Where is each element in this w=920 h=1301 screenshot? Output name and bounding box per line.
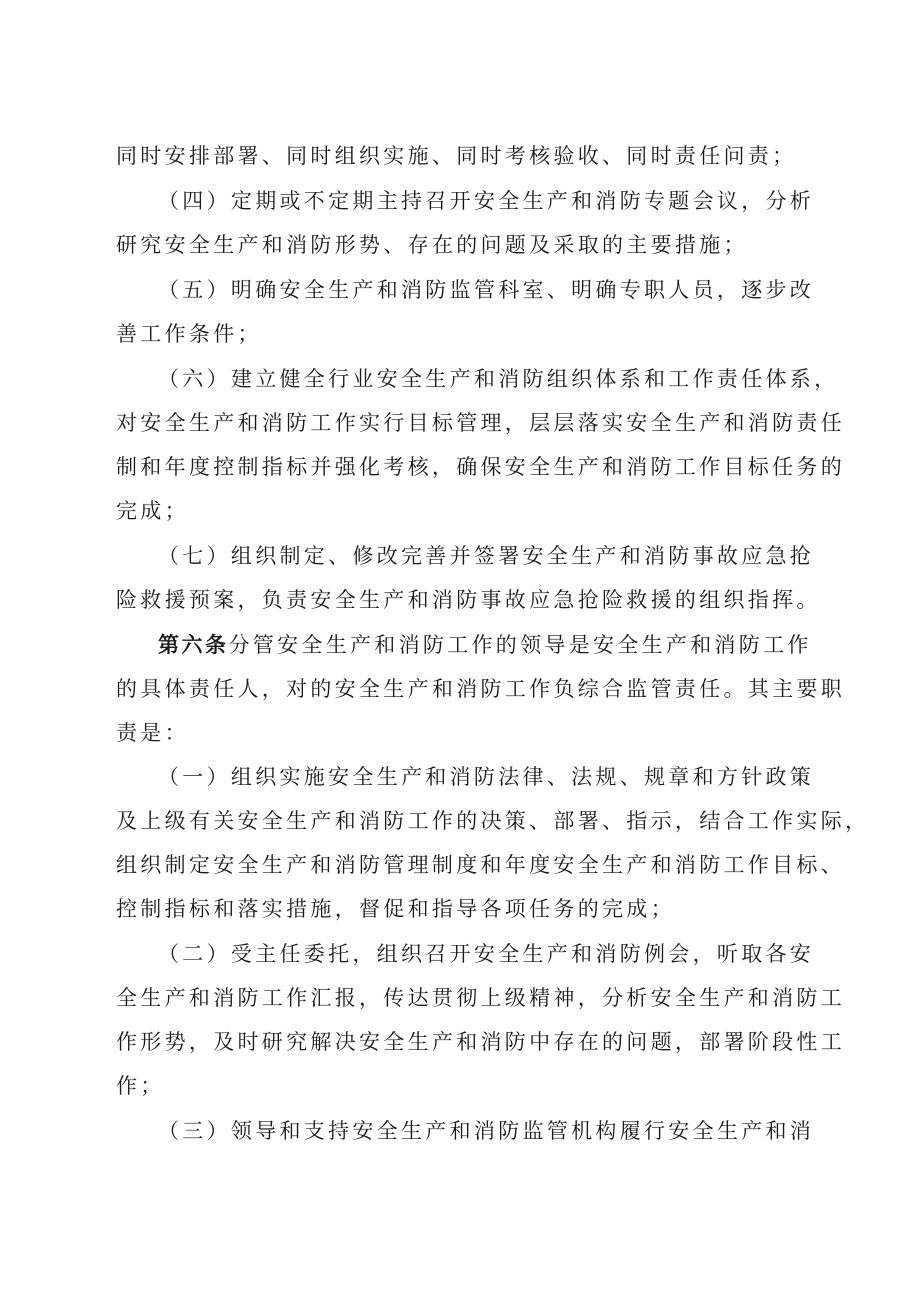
article-6-line-2: 的具体责任人，对的安全生产和消防工作负综合监管责任。其主要职	[116, 677, 845, 701]
item-6-line-4: 完成；	[116, 499, 189, 523]
article-6-heading: 第六条	[158, 632, 229, 657]
paragraph-continuation-line: 同时安排部署、同时组织实施、同时考核验收、同时责任问责；	[116, 144, 797, 168]
article-6-item-1-line-3: 组织制定安全生产和消防管理制度和年度安全生产和消防工作目标、	[116, 853, 845, 877]
article-6-item-2-line-2: 全生产和消防工作汇报，传达贯彻上级精神，分析安全生产和消防工	[116, 986, 845, 1010]
item-5-line-2: 善工作条件；	[116, 322, 262, 346]
item-4-line-2: 研究安全生产和消防形势、存在的问题及采取的主要措施；	[116, 233, 748, 257]
article-6-item-1-line-1: （一）组织实施安全生产和消防法律、法规、规章和方针政策	[158, 765, 815, 789]
article-6-item-3-line-1: （三）领导和支持安全生产和消防监管机构履行安全生产和消	[158, 1119, 815, 1143]
item-4-line-1: （四）定期或不定期主持召开安全生产和消防专题会议，分析	[158, 189, 815, 213]
article-6-line-3: 责是：	[116, 721, 189, 745]
article-6-line-1-text: 分管安全生产和消防工作的领导是安全生产和消防工作	[228, 633, 812, 657]
item-6-line-1: （六）建立健全行业安全生产和消防组织体系和工作责任体系，	[158, 367, 839, 391]
article-6-line-1	[158, 630, 812, 660]
item-7-line-1: （七）组织制定、修改完善并签署安全生产和消防事故应急抢	[158, 544, 815, 568]
item-7-line-2: 险救援预案，负责安全生产和消防事故应急抢险救援的组织指挥。	[116, 588, 821, 612]
item-5-line-1: （五）明确安全生产和消防监管科室、明确专职人员，逐步改	[158, 278, 815, 302]
item-6-line-2: 对安全生产和消防工作实行目标管理，层层落实安全生产和消防责任	[116, 411, 845, 435]
article-6-item-2-line-4: 作；	[116, 1074, 165, 1098]
item-6-line-3: 制和年度控制指标并强化考核，确保安全生产和消防工作目标任务的	[116, 455, 845, 479]
article-6-item-2-line-1: （二）受主任委托，组织召开安全生产和消防例会，听取各安	[158, 942, 815, 966]
article-6-item-1-line-2: 及上级有关安全生产和消防工作的决策、部署、指示，结合工作实际，	[116, 809, 870, 833]
article-6-item-1-line-4: 控制指标和落实措施，督促和指导各项任务的完成；	[116, 897, 675, 921]
article-6-item-2-line-3: 作形势，及时研究解决安全生产和消防中存在的问题，部署阶段性工	[116, 1030, 845, 1054]
